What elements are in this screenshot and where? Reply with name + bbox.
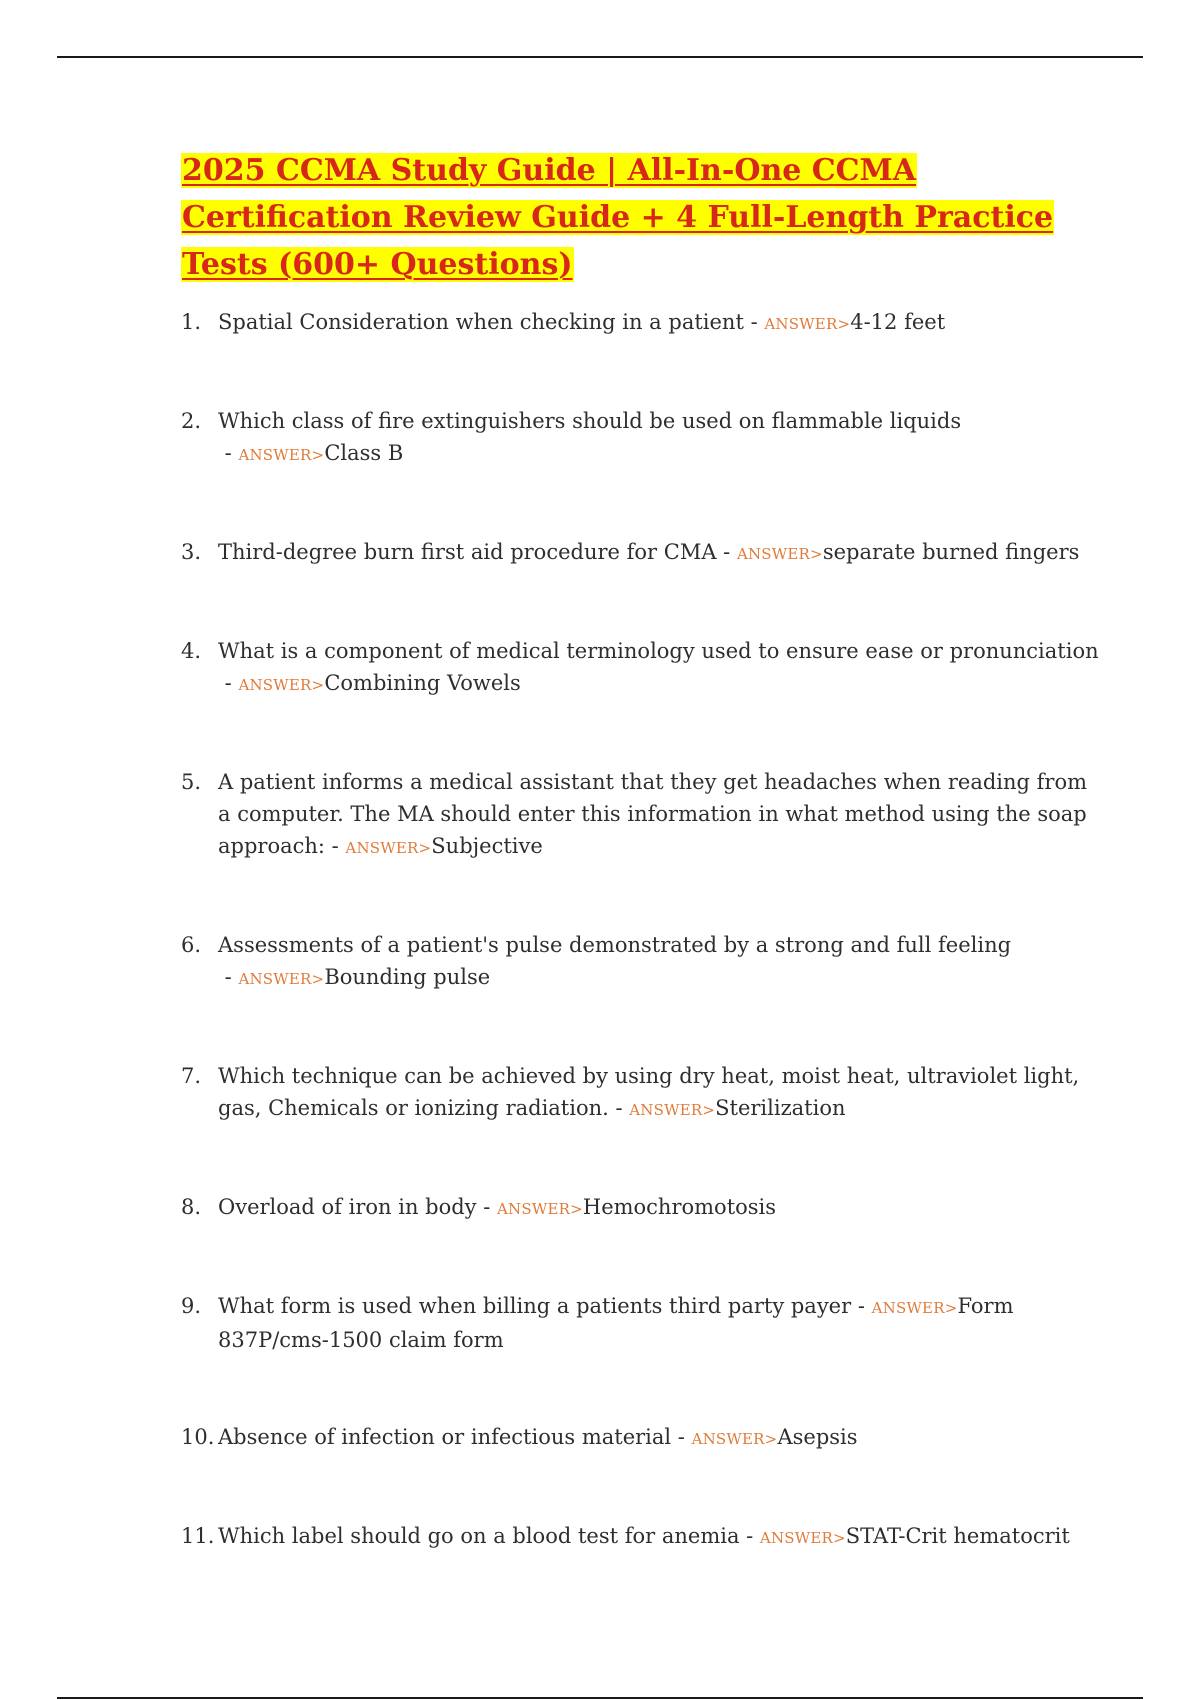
question-item [181, 1290, 1101, 1356]
document-body [181, 147, 1101, 1619]
answer-text: 4-12 feet [850, 310, 946, 334]
answer-separator: - [743, 310, 765, 334]
answer-text: Bounding pulse [324, 965, 491, 989]
answer-text: Sterilization [715, 1096, 846, 1120]
question-text: A patient informs a medical assistant that they get headaches when reading from a computer. The MA should enter this information in what method using the soap approach: [218, 770, 1088, 858]
answer-separator: - [218, 965, 239, 989]
question-number: 8. [181, 1195, 202, 1219]
question-number: 9. [181, 1294, 202, 1318]
answer-text: STAT-Crit hematocrit [845, 1524, 1070, 1548]
question-item [181, 1060, 1101, 1126]
title-highlight: 2025 CCMA Study Guide | All-In-One CCMA Certification Review Guide + 4 Full-Length Practice Tests (600+ Questions) [182, 153, 1054, 282]
question-text: Third-degree burn first aid procedure for CMA [218, 540, 717, 564]
answer-separator: - [218, 441, 239, 465]
answer-separator: - [851, 1294, 872, 1318]
document-title [181, 147, 1101, 288]
question-item [181, 929, 1101, 995]
question-number: 5. [181, 770, 202, 794]
top-rule [57, 56, 1143, 58]
answer-separator: - [218, 671, 239, 695]
question-item [181, 1421, 1101, 1455]
question-number: 2. [181, 409, 202, 433]
answer-marker: ANSWER> [764, 315, 851, 333]
answer-marker: ANSWER> [238, 970, 325, 988]
answer-marker: ANSWER> [497, 1200, 583, 1218]
question-number: 1. [181, 310, 202, 334]
question-number: 3. [181, 540, 202, 564]
question-text: What form is used when billing a patients third party payer [218, 1294, 852, 1318]
answer-separator: - [608, 1096, 630, 1120]
answer-marker: ANSWER> [238, 676, 325, 694]
answer-marker: ANSWER> [345, 839, 432, 857]
question-text: Absence of infection or infectious material [218, 1425, 672, 1449]
question-number: 10. [181, 1425, 215, 1449]
answer-text: Combining Vowels [324, 671, 521, 695]
answer-marker: ANSWER> [238, 446, 325, 464]
answer-marker: ANSWER> [736, 545, 823, 563]
answer-separator: - [739, 1524, 760, 1548]
answer-marker: ANSWER> [759, 1529, 846, 1547]
question-text: What is a component of medical terminology used to ensure ease or pronunciation [218, 639, 1099, 663]
bottom-rule [57, 1697, 1143, 1699]
question-list [181, 306, 1101, 1554]
question-item [181, 1191, 1101, 1225]
answer-text: Subjective [431, 834, 543, 858]
answer-marker: ANSWER> [691, 1430, 778, 1448]
answer-text: Form 837P/cms-1500 claim form [218, 1294, 1014, 1352]
question-item [181, 536, 1101, 570]
answer-marker: ANSWER> [629, 1101, 716, 1119]
question-text: Which label should go on a blood test for anemia [218, 1524, 740, 1548]
question-text: Overload of iron in body [218, 1195, 477, 1219]
question-item [181, 405, 1101, 471]
answer-separator: - [716, 540, 737, 564]
question-text: Which technique can be achieved by using dry heat, moist heat, ultraviolet light, gas, Chemicals or ionizing radiation. [218, 1064, 1080, 1120]
question-text: Assessments of a patient's pulse demonstrated by a strong and full feeling [218, 933, 1012, 957]
answer-separator: - [671, 1425, 692, 1449]
question-text: Spatial Consideration when checking in a patient [218, 310, 744, 334]
answer-marker: ANSWER> [871, 1299, 958, 1317]
question-number: 4. [181, 639, 202, 663]
answer-text: separate burned fingers [822, 540, 1080, 564]
question-item [181, 635, 1101, 701]
question-number: 7. [181, 1064, 202, 1088]
question-item [181, 766, 1101, 864]
answer-text: Hemochromotosis [582, 1195, 777, 1219]
question-number: 11. [181, 1524, 215, 1548]
answer-separator: - [476, 1195, 497, 1219]
question-item [181, 1520, 1101, 1554]
question-item [181, 306, 1101, 340]
answer-separator: - [324, 834, 346, 858]
question-number: 6. [181, 933, 202, 957]
answer-text: Class B [324, 441, 404, 465]
answer-text: Asepsis [777, 1425, 858, 1449]
question-text: Which class of fire extinguishers should be used on flammable liquids [218, 409, 962, 433]
